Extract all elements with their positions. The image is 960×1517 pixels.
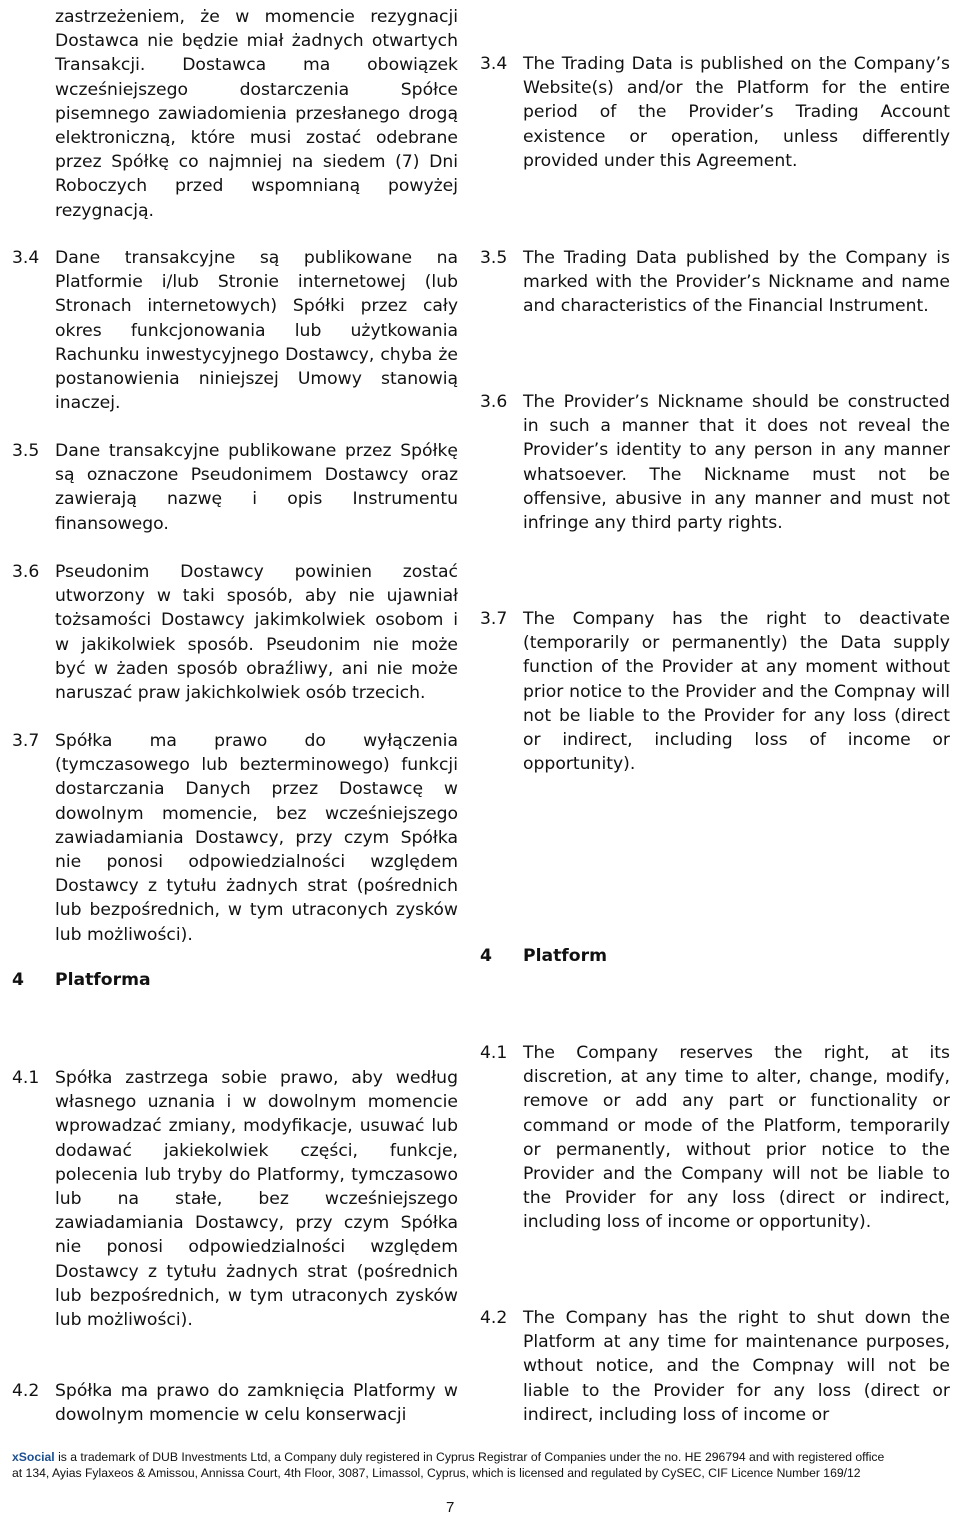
footer-legal-text: is a trademark of DUB Investments Ltd, a Company duly registered in Cyprus Registrar of Companies under the no. HE 296794 and with registered office at 134, Ayias Fylaxeos & Amissou, Annissa Court, 4th Floor, 3087, Limassol, Cyprus, which is licensed and regulated by CySEC, CIF Licence Number 169/12 (12, 1450, 885, 1481)
section-number: 4.1 (12, 1068, 40, 1088)
left-section-3-5 (12, 439, 458, 536)
section-text: The Trading Data is published on the Company’s Website(s) and/or the Platform for the entire period of the Provider’s Trading Account existence or operation, unless differently provided under this Agreement. (523, 54, 950, 171)
left-heading-4 (12, 968, 458, 992)
section-number: 3.4 (12, 248, 40, 268)
left-section-4-2 (12, 1379, 458, 1427)
right-section-3-6 (480, 390, 950, 535)
section-text: Dane transakcyjne publikowane przez Spółkę są oznaczone Pseudonimem Dostawcy oraz zawierają nazwę i opis Instrumentu finansowego. (55, 441, 458, 534)
section-number: 3.4 (480, 54, 508, 74)
section-text: Spółka ma prawo do zamknięcia Platformy w dowolnym momencie w celu konserwacji (55, 1381, 458, 1426)
section-number: 3.5 (480, 248, 508, 268)
page-number: 7 (446, 1499, 455, 1516)
heading-text: Platforma (55, 970, 151, 990)
right-section-3-4 (480, 52, 950, 173)
section-number: 3.7 (12, 731, 40, 751)
section-text: The Company has the right to shut down the Platform at any time for maintenance purposes, wthout notice, and the Compnay will not be liable to the Provider for any loss (direct or indirect, including loss of income or (523, 1308, 950, 1425)
section-number: 3.6 (480, 392, 508, 412)
page-footer (12, 1449, 892, 1481)
section-text: The Provider’s Nickname should be constructed in such a manner that it does not reveal the Provider’s identity to any person in any manner whatsoever. The Nickname must not be offensive, abusive in any manner and must not infringe any third party rights. (523, 392, 950, 534)
section-text: The Company has the right to deactivate (temporarily or permanently) the Data supply function of the Provider at any moment without prior notice to the Provider and the Compnay will not be liable to the Provider for any loss (direct or indirect, including loss of income or opportunity). (523, 609, 950, 775)
section-text: The Trading Data published by the Company is marked with the Provider’s Nickname and name and characteristics of the Financial Instrument. (523, 248, 950, 317)
section-text: Spółka ma prawo do wyłączenia (tymczasowego lub bezterminowego) funkcji dostarczania Danych przez Dostawcę w dowolnym momencie, bez wcześniejszego zawiadamiania Dostawcy, przy czym Spółka nie ponosi odpowiedzialności względem Dostawcy z tytułu żadnych strat (pośrednich lub bezpośrednich, w tym utraconych zysków lub możliwości). (55, 731, 458, 945)
left-section-3-6 (12, 560, 458, 705)
left-section-3-4 (12, 246, 458, 415)
heading-number: 4 (480, 946, 492, 966)
right-section-4-2 (480, 1306, 950, 1427)
left-intro-text: zastrzeżeniem, że w momencie rezygnacji Dostawca nie będzie miał żadnych otwartych Transakcji. Dostawca ma obowiązek wcześniejszego dostarczenia Spółce pisemnego zawiadomienia przesłanego drogą elektroniczną, które musi zostać odebrane przez Spółkę co najmniej na siedem (7) Dni Roboczych przed wspomnianą powyżej rezygnacją. (55, 7, 458, 221)
section-text: Dane transakcyjne są publikowane na Platformie i/lub Stronie internetowej (lub Stronach internetowych) Spółki przez cały okres funkcjonowania lub użytkowania Rachunku inwestycyjnego Dostawcy, chyba że postanowienia niniejszej Umowy stanowią inaczej. (55, 248, 458, 414)
left-intro-paragraph (12, 5, 458, 223)
section-text: Spółka zastrzega sobie prawo, aby według własnego uznania i w dowolnym momencie wprowadzać zmiany, modyfikacje, usuwać lub dodawać jakiekolwiek części, funkcje, polecenia lub tryby do Platformy, tymczasowo lub na stałe, bez wcześniejszego zawiadamiania Dostawcy, przy czym Spółka nie ponosi odpowiedzialności względem Dostawcy z tytułu żadnych strat (pośrednich lub bezpośrednich, w tym utraconych zysków lub możliwości). (55, 1068, 458, 1331)
left-section-4-1 (12, 1066, 458, 1332)
section-number: 3.5 (12, 441, 40, 461)
left-section-3-7 (12, 729, 458, 947)
brand-name: xSocial (12, 1450, 55, 1464)
section-number: 3.6 (12, 562, 40, 582)
right-section-3-5 (480, 246, 950, 319)
section-number: 3.7 (480, 609, 508, 629)
heading-text: Platform (523, 946, 607, 966)
section-text: The Company reserves the right, at its discretion, at any time to alter, change, modify, remove or add any part or functionality or command or mode of the Platform, temporarily or permanently, without prior notice to the Provider and the Company will not be liable to the Provider for any loss (direct or indirect, including loss of income or opportunity). (523, 1043, 950, 1233)
right-section-4-1 (480, 1041, 950, 1235)
right-heading-4 (480, 944, 950, 968)
section-number: 4.2 (12, 1381, 40, 1401)
right-section-3-7 (480, 607, 950, 776)
section-text: Pseudonim Dostawcy powinien zostać utworzony w taki sposób, aby nie ujawniał tożsamości Dostawcy jakimkolwiek osobom i w jakikolwiek sposób. Pseudonim nie może być w żaden sposób obraźliwy, ani nie może naruszać praw jakichkolwiek osób trzecich. (55, 562, 458, 704)
section-number: 4.2 (480, 1308, 508, 1328)
section-number: 4.1 (480, 1043, 508, 1063)
heading-number: 4 (12, 970, 24, 990)
